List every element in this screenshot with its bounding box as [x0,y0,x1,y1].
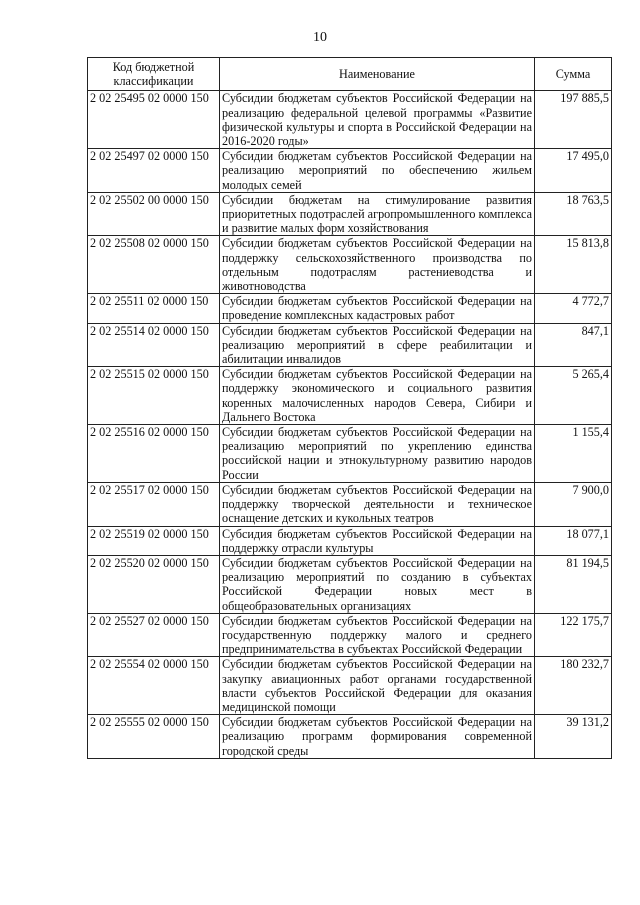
budget-code-cell: 2 02 25515 02 0000 150 [88,367,220,425]
amount-cell: 122 175,7 [535,613,612,657]
table-row [88,555,612,613]
table-row [88,657,612,715]
table-row [88,91,612,149]
table-row [88,323,612,367]
amount-cell: 197 885,5 [535,91,612,149]
amount-cell: 847,1 [535,323,612,367]
table-row [88,149,612,193]
name-cell: Субсидии бюджетам субъектов Российской Федерации на реализацию федеральной целевой программы «Развитие физической культуры и спорта в Российской Федерации на 2016-2020 годы» [220,91,535,149]
budget-code-cell: 2 02 25508 02 0000 150 [88,236,220,294]
amount-cell: 18 763,5 [535,192,612,236]
budget-code-cell: 2 02 25520 02 0000 150 [88,555,220,613]
amount-cell: 39 131,2 [535,715,612,759]
amount-cell: 4 772,7 [535,294,612,323]
budget-code-cell: 2 02 25555 02 0000 150 [88,715,220,759]
budget-code-cell: 2 02 25514 02 0000 150 [88,323,220,367]
amount-cell: 15 813,8 [535,236,612,294]
table-row [88,526,612,555]
header-name: Наименование [220,58,535,91]
budget-table [87,57,612,759]
budget-code-cell: 2 02 25527 02 0000 150 [88,613,220,657]
table-row [88,236,612,294]
name-cell: Субсидии бюджетам субъектов Российской Федерации на поддержку сельскохозяйственного производства по отдельным подотраслям растениеводства и животноводства [220,236,535,294]
amount-cell: 1 155,4 [535,425,612,483]
budget-code-cell: 2 02 25502 00 0000 150 [88,192,220,236]
budget-code-cell: 2 02 25554 02 0000 150 [88,657,220,715]
name-cell: Субсидии бюджетам субъектов Российской Федерации на реализацию мероприятий по созданию в субъектах Российской Федерации новых мест в общеобразовательных организациях [220,555,535,613]
table-row [88,715,612,759]
table-row [88,482,612,526]
amount-cell: 180 232,7 [535,657,612,715]
name-cell: Субсидии бюджетам на стимулирование развития приоритетных подотраслей агропромышленного комплекса и развитие малых форм хозяйствования [220,192,535,236]
table-row [88,294,612,323]
name-cell: Субсидии бюджетам субъектов Российской Федерации на реализацию мероприятий по укреплению единства российской нации и этнокультурному развитию народов России [220,425,535,483]
amount-cell: 17 495,0 [535,149,612,193]
name-cell: Субсидии бюджетам субъектов Российской Федерации на реализацию мероприятий по обеспечению жильем молодых семей [220,149,535,193]
budget-code-cell: 2 02 25516 02 0000 150 [88,425,220,483]
table-row [88,192,612,236]
budget-code-cell: 2 02 25517 02 0000 150 [88,482,220,526]
amount-cell: 7 900,0 [535,482,612,526]
table-row [88,425,612,483]
page-number: 10 [313,30,327,45]
name-cell: Субсидии бюджетам субъектов Российской Федерации на реализацию программ формирования современной городской среды [220,715,535,759]
name-cell: Субсидия бюджетам субъектов Российской Федерации на поддержку отрасли культуры [220,526,535,555]
amount-cell: 5 265,4 [535,367,612,425]
table-row [88,367,612,425]
name-cell: Субсидии бюджетам субъектов Российской Федерации на проведение комплексных кадастровых работ [220,294,535,323]
name-cell: Субсидии бюджетам субъектов Российской Федерации на закупку авиационных работ органами государственной власти субъектов Российской Федерации для оказания медицинской помощи [220,657,535,715]
budget-code-cell: 2 02 25519 02 0000 150 [88,526,220,555]
header-code: Код бюджетной классификации [88,58,220,91]
amount-cell: 81 194,5 [535,555,612,613]
budget-code-cell: 2 02 25511 02 0000 150 [88,294,220,323]
header-amount: Сумма [535,58,612,91]
name-cell: Субсидии бюджетам субъектов Российской Федерации на поддержку творческой деятельности и техническое оснащение детских и кукольных театров [220,482,535,526]
name-cell: Субсидии бюджетам субъектов Российской Федерации на государственную поддержку малого и среднего предпринимательства в субъектах Российской Федерации [220,613,535,657]
amount-cell: 18 077,1 [535,526,612,555]
budget-code-cell: 2 02 25495 02 0000 150 [88,91,220,149]
budget-code-cell: 2 02 25497 02 0000 150 [88,149,220,193]
table-row [88,613,612,657]
table-header-row [88,58,612,91]
name-cell: Субсидии бюджетам субъектов Российской Федерации на поддержку экономического и социального развития коренных малочисленных народов Севера, Сибири и Дальнего Востока [220,367,535,425]
name-cell: Субсидии бюджетам субъектов Российской Федерации на реализацию мероприятий в сфере реабилитации и абилитации инвалидов [220,323,535,367]
